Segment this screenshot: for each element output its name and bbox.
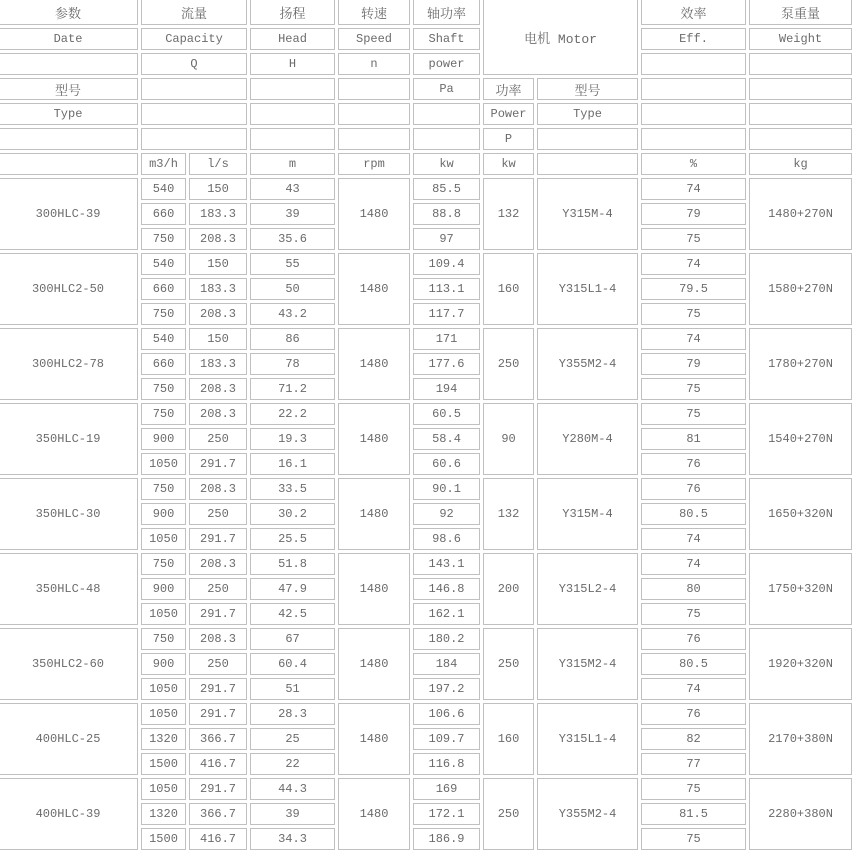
capacity-m3h-cell: 660	[141, 203, 186, 225]
capacity-ls-cell: 416.7	[189, 753, 247, 775]
capacity-ls-cell: 183.3	[189, 353, 247, 375]
shaft-power-cell: 106.6	[413, 703, 480, 725]
capacity-m3h-cell: 1320	[141, 803, 186, 825]
shaft-power-cell: 146.8	[413, 578, 480, 600]
weight-cell: 2170+380N	[749, 703, 852, 775]
capacity-ls-cell: 208.3	[189, 228, 247, 250]
head-cell: 51	[250, 678, 335, 700]
capacity-ls-cell: 250	[189, 578, 247, 600]
efficiency-cell: 74	[641, 528, 746, 550]
shaft-power-cell: 90.1	[413, 478, 480, 500]
shaft-sub-symbol: Pa	[413, 78, 480, 100]
empty-cell	[749, 128, 852, 150]
empty-cell	[641, 128, 746, 150]
motor-power-unit: kw	[483, 153, 534, 175]
efficiency-cell: 77	[641, 753, 746, 775]
shaft-power-cell: 162.1	[413, 603, 480, 625]
head-symbol: H	[250, 53, 335, 75]
capacity-ls-cell: 150	[189, 328, 247, 350]
empty-cell	[0, 53, 138, 75]
capacity-ls-cell: 150	[189, 253, 247, 275]
spec-row	[0, 328, 852, 350]
efficiency-cell: 81	[641, 428, 746, 450]
capacity-m3h-cell: 1050	[141, 453, 186, 475]
empty-cell	[413, 103, 480, 125]
capacity-m3h-cell: 540	[141, 328, 186, 350]
efficiency-cell: 75	[641, 228, 746, 250]
motor-power-cell: 160	[483, 253, 534, 325]
speed-unit: rpm	[338, 153, 410, 175]
efficiency-cell: 75	[641, 778, 746, 800]
motor-power-cell: 90	[483, 403, 534, 475]
motor-power-cell: 250	[483, 328, 534, 400]
head-cell: 51.8	[250, 553, 335, 575]
efficiency-cell: 76	[641, 628, 746, 650]
motor-power-cell: 250	[483, 778, 534, 850]
capacity-ls-cell: 208.3	[189, 378, 247, 400]
head-cell: 19.3	[250, 428, 335, 450]
capacity-m3h-cell: 750	[141, 628, 186, 650]
head-cell: 30.2	[250, 503, 335, 525]
head-cell: 39	[250, 803, 335, 825]
weight-cell: 1780+270N	[749, 328, 852, 400]
shaft-power-cell: 116.8	[413, 753, 480, 775]
capacity-ls-cell: 208.3	[189, 478, 247, 500]
model-cell: 350HLC-48	[0, 553, 138, 625]
capacity-ls-cell: 366.7	[189, 728, 247, 750]
motor-power-header-en: Power	[483, 103, 534, 125]
model-cell: 350HLC-19	[0, 403, 138, 475]
efficiency-cell: 76	[641, 478, 746, 500]
efficiency-cell: 80.5	[641, 503, 746, 525]
speed-cell: 1480	[338, 703, 410, 775]
speed-header-en: Speed	[338, 28, 410, 50]
shaft-power-cell: 113.1	[413, 278, 480, 300]
empty-cell	[338, 78, 410, 100]
capacity-m3h-cell: 900	[141, 428, 186, 450]
capacity-m3h-cell: 1050	[141, 603, 186, 625]
head-cell: 33.5	[250, 478, 335, 500]
header-row-4	[0, 78, 852, 100]
motor-type-cell: Y280M-4	[537, 403, 638, 475]
shaft-power-cell: 143.1	[413, 553, 480, 575]
param-header-zh: 参数	[0, 0, 138, 25]
capacity-header-zh: 流量	[141, 0, 247, 25]
model-cell: 300HLC2-50	[0, 253, 138, 325]
weight-header-en: Weight	[749, 28, 852, 50]
shaft-power-cell: 88.8	[413, 203, 480, 225]
speed-header-zh: 转速	[338, 0, 410, 25]
head-cell: 86	[250, 328, 335, 350]
head-cell: 43	[250, 178, 335, 200]
capacity-m3h-unit: m3/h	[141, 153, 186, 175]
capacity-header-en: Capacity	[141, 28, 247, 50]
empty-cell	[250, 103, 335, 125]
motor-type-cell: Y355M2-4	[537, 778, 638, 850]
spec-row	[0, 553, 852, 575]
shaft-power-cell: 172.1	[413, 803, 480, 825]
speed-cell: 1480	[338, 778, 410, 850]
shaft-power-cell: 58.4	[413, 428, 480, 450]
motor-type-cell: Y315L1-4	[537, 253, 638, 325]
shaft-power-cell: 194	[413, 378, 480, 400]
efficiency-cell: 75	[641, 303, 746, 325]
capacity-m3h-cell: 750	[141, 303, 186, 325]
empty-cell	[537, 153, 638, 175]
efficiency-cell: 74	[641, 328, 746, 350]
empty-cell	[749, 78, 852, 100]
param-header-en: Date	[0, 28, 138, 50]
speed-cell: 1480	[338, 328, 410, 400]
speed-cell: 1480	[338, 478, 410, 550]
motor-header: 电机 Motor	[483, 0, 638, 75]
head-cell: 43.2	[250, 303, 335, 325]
efficiency-cell: 81.5	[641, 803, 746, 825]
capacity-m3h-cell: 660	[141, 278, 186, 300]
capacity-m3h-cell: 660	[141, 353, 186, 375]
capacity-ls-cell: 208.3	[189, 303, 247, 325]
motor-power-cell: 132	[483, 178, 534, 250]
capacity-ls-cell: 291.7	[189, 778, 247, 800]
capacity-m3h-cell: 750	[141, 403, 186, 425]
empty-cell	[641, 103, 746, 125]
shaft-power-cell: 197.2	[413, 678, 480, 700]
capacity-m3h-cell: 1500	[141, 753, 186, 775]
shaft-symbol: power	[413, 53, 480, 75]
model-cell: 400HLC-25	[0, 703, 138, 775]
head-cell: 60.4	[250, 653, 335, 675]
motor-power-cell: 200	[483, 553, 534, 625]
efficiency-cell: 79	[641, 353, 746, 375]
motor-power-header-zh: 功率	[483, 78, 534, 100]
head-cell: 22.2	[250, 403, 335, 425]
speed-cell: 1480	[338, 253, 410, 325]
capacity-m3h-cell: 750	[141, 378, 186, 400]
capacity-m3h-cell: 750	[141, 553, 186, 575]
capacity-symbol: Q	[141, 53, 247, 75]
motor-power-symbol: P	[483, 128, 534, 150]
spec-row	[0, 628, 852, 650]
empty-cell	[338, 103, 410, 125]
weight-cell: 1480+270N	[749, 178, 852, 250]
capacity-m3h-cell: 900	[141, 503, 186, 525]
shaft-header-en: Shaft	[413, 28, 480, 50]
eff-unit: %	[641, 153, 746, 175]
shaft-power-cell: 109.7	[413, 728, 480, 750]
efficiency-cell: 75	[641, 828, 746, 850]
capacity-ls-cell: 250	[189, 653, 247, 675]
empty-cell	[749, 53, 852, 75]
empty-cell	[250, 78, 335, 100]
capacity-ls-cell: 291.7	[189, 603, 247, 625]
efficiency-cell: 74	[641, 253, 746, 275]
head-unit: m	[250, 153, 335, 175]
shaft-power-cell: 92	[413, 503, 480, 525]
efficiency-cell: 80.5	[641, 653, 746, 675]
spec-row	[0, 403, 852, 425]
head-cell: 25	[250, 728, 335, 750]
head-cell: 16.1	[250, 453, 335, 475]
motor-type-header-zh: 型号	[537, 78, 638, 100]
shaft-power-cell: 180.2	[413, 628, 480, 650]
shaft-power-cell: 177.6	[413, 353, 480, 375]
speed-cell: 1480	[338, 628, 410, 700]
capacity-ls-cell: 291.7	[189, 678, 247, 700]
shaft-power-cell: 186.9	[413, 828, 480, 850]
head-cell: 25.5	[250, 528, 335, 550]
motor-type-cell: Y315M2-4	[537, 628, 638, 700]
model-cell: 400HLC-39	[0, 778, 138, 850]
capacity-ls-cell: 208.3	[189, 553, 247, 575]
head-cell: 28.3	[250, 703, 335, 725]
speed-cell: 1480	[338, 178, 410, 250]
capacity-m3h-cell: 750	[141, 478, 186, 500]
empty-cell	[250, 128, 335, 150]
weight-header-zh: 泵重量	[749, 0, 852, 25]
header-row-2	[0, 28, 852, 50]
eff-header-en: Eff.	[641, 28, 746, 50]
capacity-ls-cell: 291.7	[189, 453, 247, 475]
motor-type-cell: Y355M2-4	[537, 328, 638, 400]
spec-row	[0, 703, 852, 725]
weight-cell: 1580+270N	[749, 253, 852, 325]
empty-cell	[141, 78, 247, 100]
header-row-6	[0, 128, 852, 150]
head-cell: 55	[250, 253, 335, 275]
shaft-power-cell: 60.6	[413, 453, 480, 475]
shaft-power-cell: 60.5	[413, 403, 480, 425]
speed-cell: 1480	[338, 403, 410, 475]
shaft-power-cell: 171	[413, 328, 480, 350]
shaft-unit: kw	[413, 153, 480, 175]
empty-cell	[641, 78, 746, 100]
capacity-m3h-cell: 900	[141, 653, 186, 675]
shaft-power-cell: 109.4	[413, 253, 480, 275]
capacity-m3h-cell: 540	[141, 178, 186, 200]
efficiency-cell: 82	[641, 728, 746, 750]
efficiency-cell: 76	[641, 703, 746, 725]
efficiency-cell: 76	[641, 453, 746, 475]
efficiency-cell: 79.5	[641, 278, 746, 300]
shaft-power-cell: 169	[413, 778, 480, 800]
efficiency-cell: 74	[641, 553, 746, 575]
head-cell: 34.3	[250, 828, 335, 850]
head-cell: 71.2	[250, 378, 335, 400]
capacity-m3h-cell: 1050	[141, 778, 186, 800]
capacity-ls-cell: 416.7	[189, 828, 247, 850]
motor-power-cell: 132	[483, 478, 534, 550]
model-cell: 300HLC-39	[0, 178, 138, 250]
empty-cell	[641, 53, 746, 75]
empty-cell	[413, 128, 480, 150]
empty-cell	[338, 128, 410, 150]
capacity-m3h-cell: 750	[141, 228, 186, 250]
header-row-5	[0, 103, 852, 125]
model-header-en: Type	[0, 103, 138, 125]
motor-power-cell: 250	[483, 628, 534, 700]
spec-row	[0, 253, 852, 275]
shaft-power-cell: 184	[413, 653, 480, 675]
empty-cell	[0, 153, 138, 175]
speed-cell: 1480	[338, 553, 410, 625]
shaft-power-cell: 97	[413, 228, 480, 250]
head-header-en: Head	[250, 28, 335, 50]
units-row	[0, 153, 852, 175]
head-cell: 67	[250, 628, 335, 650]
capacity-ls-cell: 183.3	[189, 203, 247, 225]
head-cell: 78	[250, 353, 335, 375]
motor-type-header-en: Type	[537, 103, 638, 125]
eff-header-zh: 效率	[641, 0, 746, 25]
efficiency-cell: 74	[641, 678, 746, 700]
motor-power-cell: 160	[483, 703, 534, 775]
capacity-ls-cell: 208.3	[189, 403, 247, 425]
speed-symbol: n	[338, 53, 410, 75]
efficiency-cell: 74	[641, 178, 746, 200]
head-header-zh: 扬程	[250, 0, 335, 25]
motor-type-cell: Y315L1-4	[537, 703, 638, 775]
empty-cell	[141, 128, 247, 150]
capacity-ls-cell: 250	[189, 428, 247, 450]
head-cell: 39	[250, 203, 335, 225]
model-cell: 350HLC2-60	[0, 628, 138, 700]
spec-row	[0, 778, 852, 800]
capacity-ls-cell: 366.7	[189, 803, 247, 825]
capacity-ls-cell: 250	[189, 503, 247, 525]
capacity-ls-cell: 208.3	[189, 628, 247, 650]
capacity-m3h-cell: 1050	[141, 678, 186, 700]
capacity-ls-cell: 291.7	[189, 703, 247, 725]
weight-cell: 1750+320N	[749, 553, 852, 625]
capacity-m3h-cell: 1050	[141, 703, 186, 725]
capacity-ls-unit: l/s	[189, 153, 247, 175]
header-row-1	[0, 0, 852, 25]
capacity-m3h-cell: 1320	[141, 728, 186, 750]
spec-row	[0, 478, 852, 500]
efficiency-cell: 75	[641, 403, 746, 425]
header-row-3	[0, 53, 852, 75]
capacity-m3h-cell: 1500	[141, 828, 186, 850]
head-cell: 42.5	[250, 603, 335, 625]
model-header-zh: 型号	[0, 78, 138, 100]
motor-type-cell: Y315L2-4	[537, 553, 638, 625]
empty-cell	[141, 103, 247, 125]
motor-type-cell: Y315M-4	[537, 178, 638, 250]
weight-unit: kg	[749, 153, 852, 175]
efficiency-cell: 75	[641, 603, 746, 625]
capacity-m3h-cell: 540	[141, 253, 186, 275]
shaft-header-zh: 轴功率	[413, 0, 480, 25]
capacity-m3h-cell: 1050	[141, 528, 186, 550]
capacity-ls-cell: 291.7	[189, 528, 247, 550]
weight-cell: 1920+320N	[749, 628, 852, 700]
head-cell: 47.9	[250, 578, 335, 600]
model-cell: 300HLC2-78	[0, 328, 138, 400]
shaft-power-cell: 117.7	[413, 303, 480, 325]
capacity-m3h-cell: 900	[141, 578, 186, 600]
weight-cell: 2280+380N	[749, 778, 852, 850]
head-cell: 50	[250, 278, 335, 300]
empty-cell	[749, 103, 852, 125]
efficiency-cell: 75	[641, 378, 746, 400]
empty-cell	[537, 128, 638, 150]
model-cell: 350HLC-30	[0, 478, 138, 550]
head-cell: 44.3	[250, 778, 335, 800]
head-cell: 22	[250, 753, 335, 775]
capacity-ls-cell: 150	[189, 178, 247, 200]
motor-type-cell: Y315M-4	[537, 478, 638, 550]
shaft-power-cell: 98.6	[413, 528, 480, 550]
head-cell: 35.6	[250, 228, 335, 250]
weight-cell: 1650+320N	[749, 478, 852, 550]
spec-row	[0, 178, 852, 200]
capacity-ls-cell: 183.3	[189, 278, 247, 300]
efficiency-cell: 80	[641, 578, 746, 600]
efficiency-cell: 79	[641, 203, 746, 225]
weight-cell: 1540+270N	[749, 403, 852, 475]
empty-cell	[0, 128, 138, 150]
shaft-power-cell: 85.5	[413, 178, 480, 200]
